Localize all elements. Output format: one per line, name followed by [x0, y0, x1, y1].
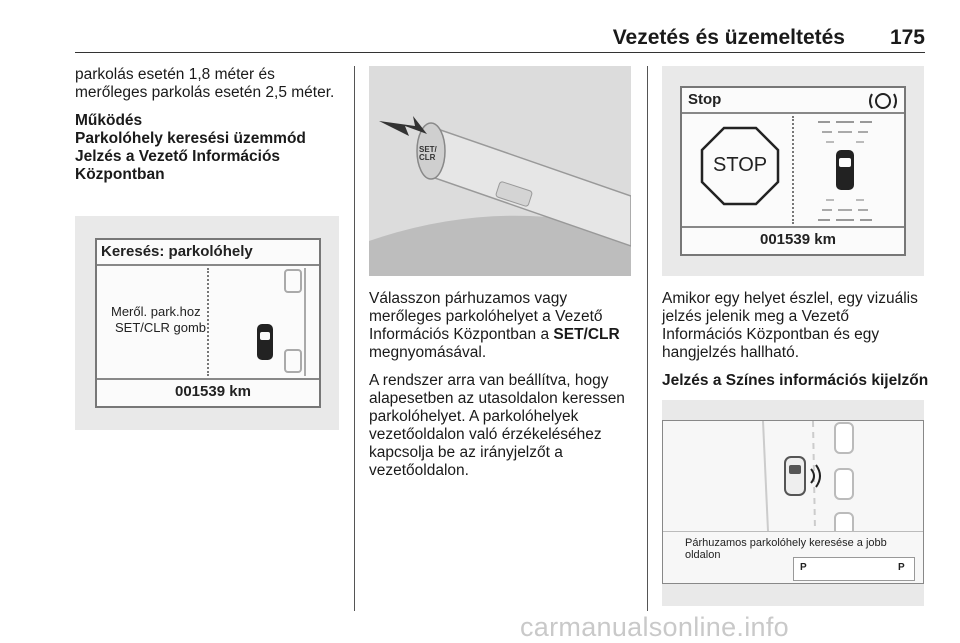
dic-dotted-line	[207, 268, 209, 376]
parking-sensor-icon	[868, 91, 898, 111]
stop-display	[680, 86, 906, 256]
parking-car-icons	[237, 268, 317, 376]
stop-dotted-line	[792, 116, 794, 224]
column-2	[369, 290, 637, 490]
dic-line2: SET/CLR gomb	[115, 320, 207, 335]
paragraph-default: A rendszer arra van beállítva, hogy alapesetben az utasoldalon keressen parkolóhelyet. A parkolóhelyek vezetőoldalon való érzékeléséhez kapcsolja be az irányjelzőt a vezetőoldalon.	[369, 372, 625, 479]
heading-search-mode: Parkolóhely keresési üzemmód	[75, 130, 306, 147]
column-divider-1	[354, 66, 355, 611]
dic-title: Keresés: parkolóhely	[101, 243, 253, 260]
intro-text: parkolás esetén 1,8 méter és merőleges parkolás esetén 2,5 méter.	[75, 66, 335, 101]
paragraph-select	[369, 290, 637, 362]
watermark: carmanualsonline.info	[520, 612, 789, 642]
stalk-label: SET/ CLR	[419, 145, 437, 162]
p1-text-c: megnyomásával.	[369, 344, 487, 361]
page-number: 175	[889, 26, 925, 49]
parking-mode-bar	[793, 557, 915, 581]
figure-color-display	[662, 400, 924, 606]
heading-dic: Jelzés a Vezető Információs Központban	[75, 148, 281, 183]
column-1	[75, 66, 345, 184]
stop-odometer: 001539 km	[760, 231, 836, 248]
page-header	[75, 26, 925, 52]
p-icon-right: P	[898, 562, 905, 573]
stop-odo-rule	[682, 226, 904, 228]
paragraph-detected: Amikor egy helyet észlel, egy vizuális jelzés jelenik meg a Vezető Információs Központban és egy hangjelzés hallható.	[662, 290, 918, 361]
dic-display	[95, 238, 321, 408]
heading-color-display: Jelzés a Színes információs kijelzőn	[662, 372, 929, 389]
figure-dic-stop	[662, 66, 924, 276]
stop-sign-text: STOP	[713, 154, 768, 176]
stalk-illustration	[369, 66, 631, 276]
p1-setclr: SET/CLR	[553, 326, 620, 343]
color-display-screen	[662, 420, 924, 584]
stop-title-rule	[682, 112, 904, 114]
page-title: Vezetés és üzemeltetés	[612, 26, 845, 49]
dic-line1: Meről. park.hoz	[111, 304, 201, 319]
column-3	[662, 290, 930, 390]
road-scene	[663, 421, 924, 531]
dic-odometer: 001539 km	[175, 383, 251, 400]
dic-odo-rule	[97, 378, 319, 380]
figure-stalk	[369, 66, 631, 276]
caption-rule	[663, 531, 923, 532]
color-display-caption: Párhuzamos parkolóhely keresése a jobb oldalon	[685, 537, 887, 561]
p1-text-a: Válasszon párhuzamos vagy merőleges parkolóhelyet a Vezető Információs Központban a	[369, 290, 603, 343]
header-rule	[75, 52, 925, 53]
heading-mukodes: Működés	[75, 112, 143, 129]
proximity-bars	[810, 118, 880, 224]
stop-title: Stop	[688, 91, 722, 108]
figure-dic-parking-search	[75, 216, 339, 430]
dic-title-rule	[97, 264, 319, 266]
column-divider-2	[647, 66, 648, 611]
p-icon-left: P	[800, 562, 807, 573]
